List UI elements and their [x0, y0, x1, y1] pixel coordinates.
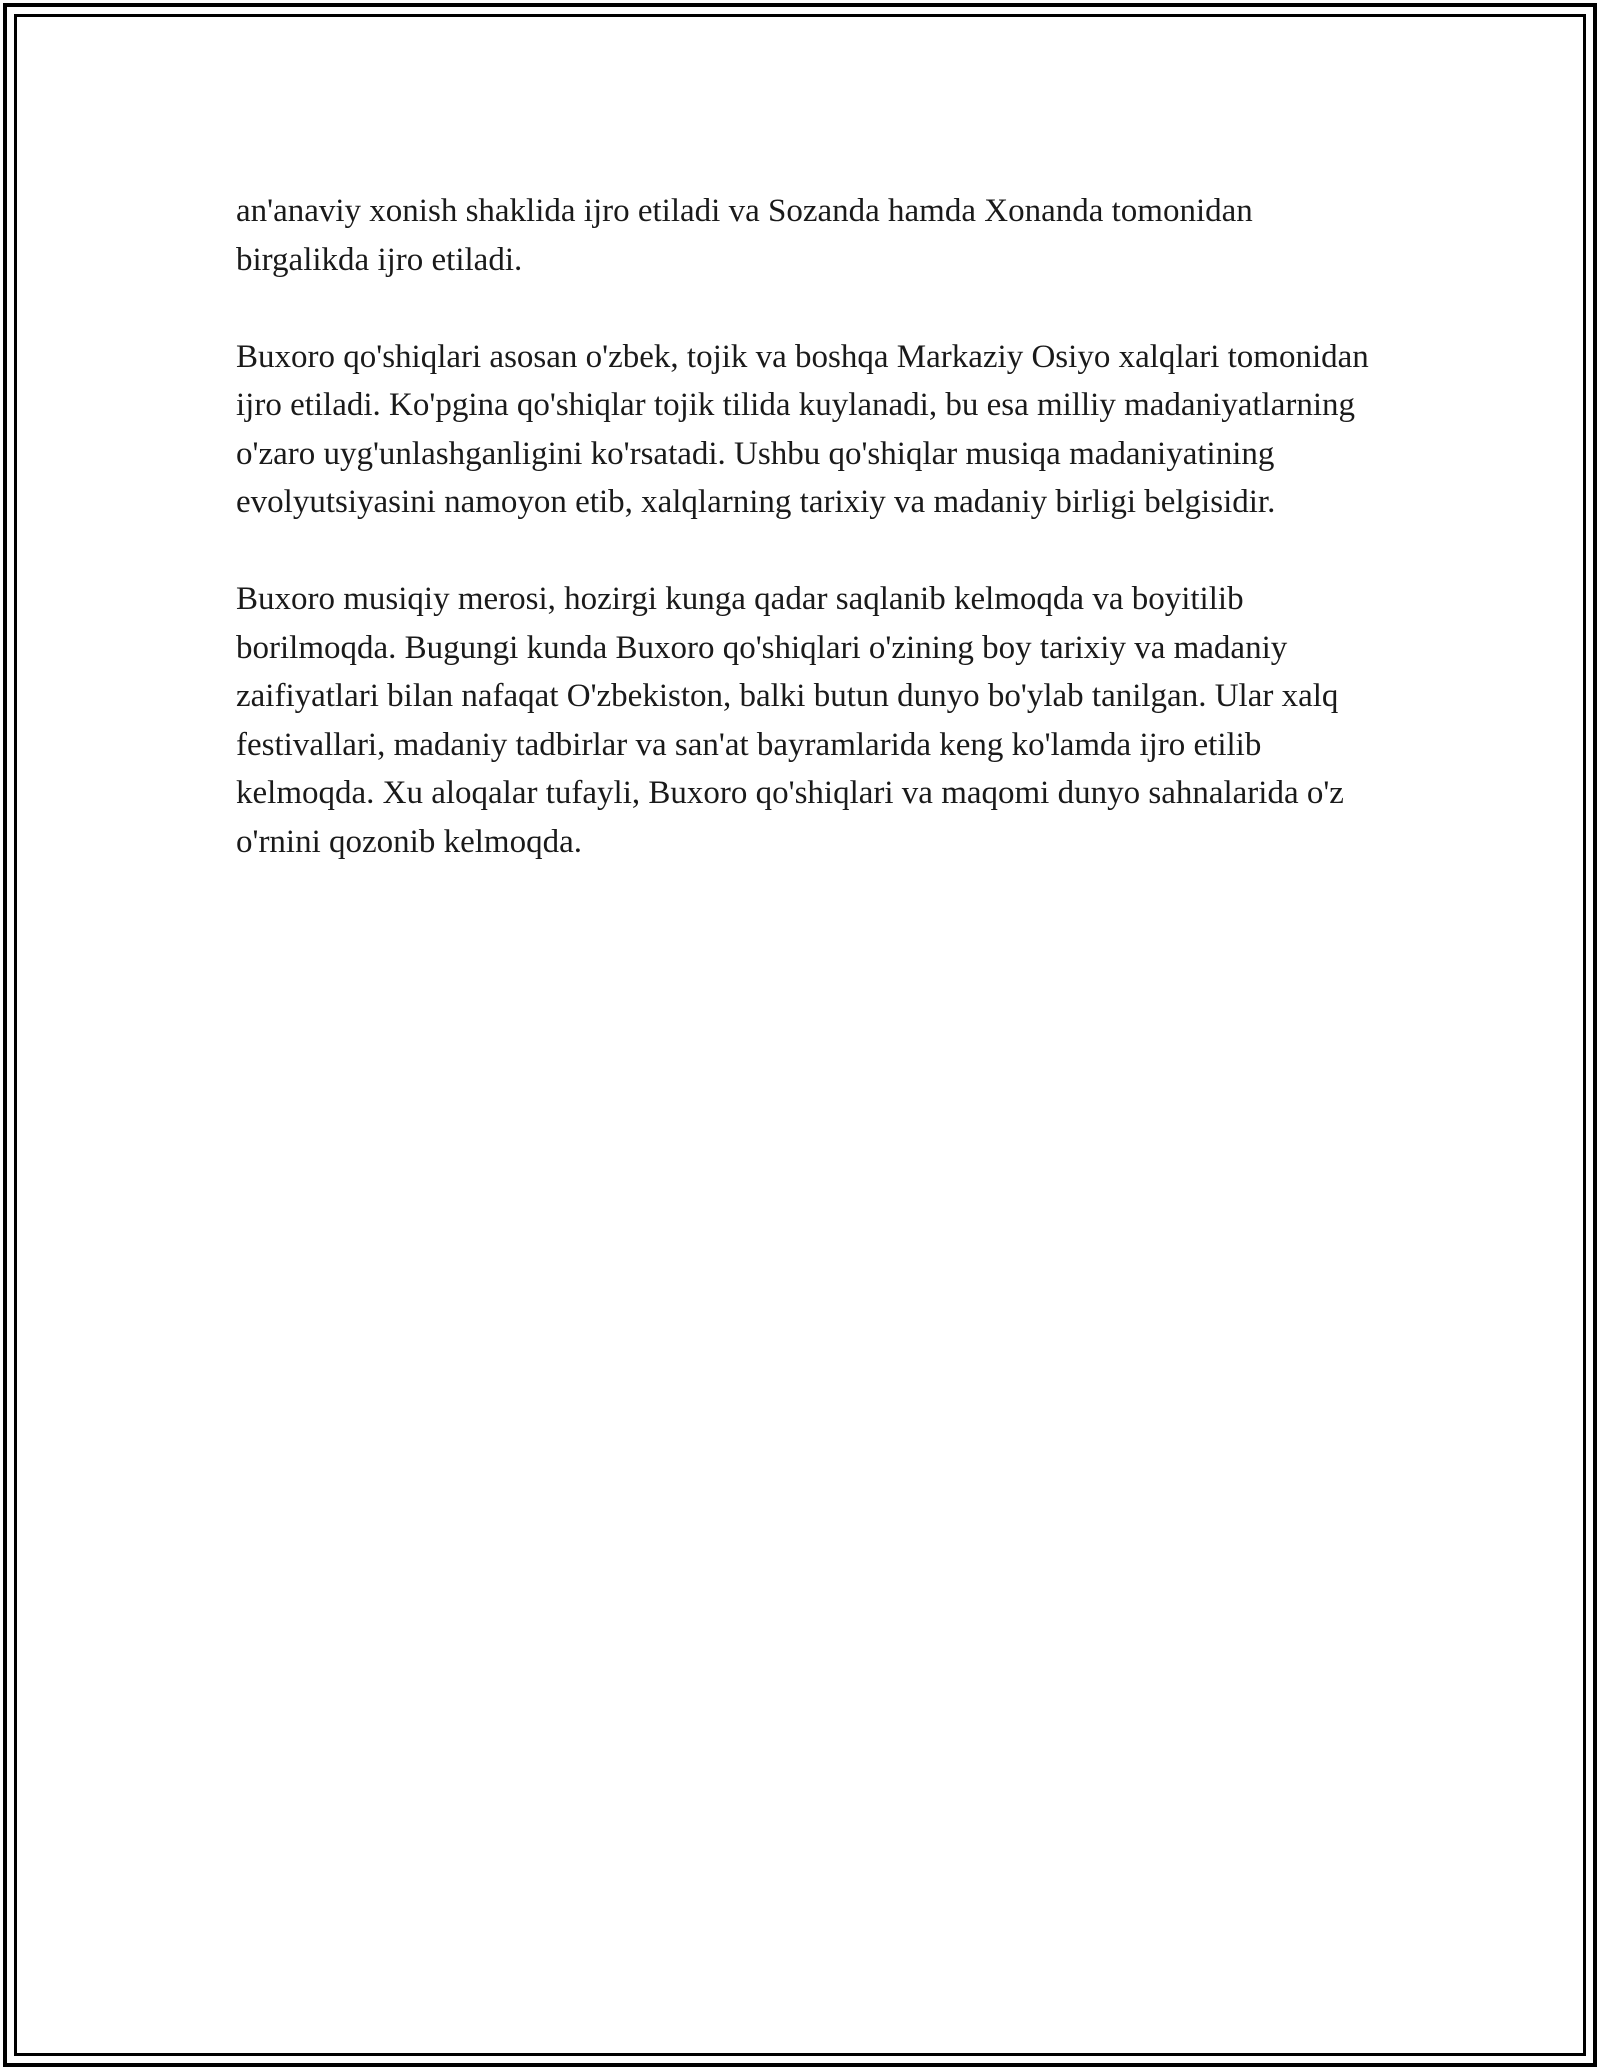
document-body: [236, 187, 1376, 915]
paragraph-3: Buxoro musiqiy merosi, hozirgi kunga qadar saqlanib kelmoqda va boyitilib borilmoqda. Bugungi kunda Buxoro qo'shiqlari o'zining boy tarixiy va madaniy zaifiyatlari bilan nafaqat O'zbekiston, balki butun dunyo bo'ylab tanilgan. Ular xalq festivallari, madaniy tadbirlar va san'at bayramlarida keng ko'lamda ijro etilib kelmoqda. Xu aloqalar tufayli, Buxoro qo'shiqlari va maqomi dunyo sahnalarida o'z o'rnini qozonib kelmoqda.: [236, 581, 1344, 860]
paragraph-2: Buxoro qo'shiqlari asosan o'zbek, tojik va boshqa Markaziy Osiyo xalqlari tomonidan ijro etiladi. Ko'pgina qo'shiqlar tojik tilida kuylanadi, bu esa milliy madaniyatlarning o'zaro uyg'unlashganligini ko'rsatadi. Ushbu qo'shiqlar musiqa madaniyatining evolyutsiyasini namoyon etib, xalqlarning tarixiy va madaniy birligi belgisidir.: [236, 338, 1369, 520]
paragraph-1: an'anaviy xonish shaklida ijro etiladi va Sozanda hamda Xonanda tomonidan birgalikda ijro etiladi.: [236, 193, 1253, 278]
